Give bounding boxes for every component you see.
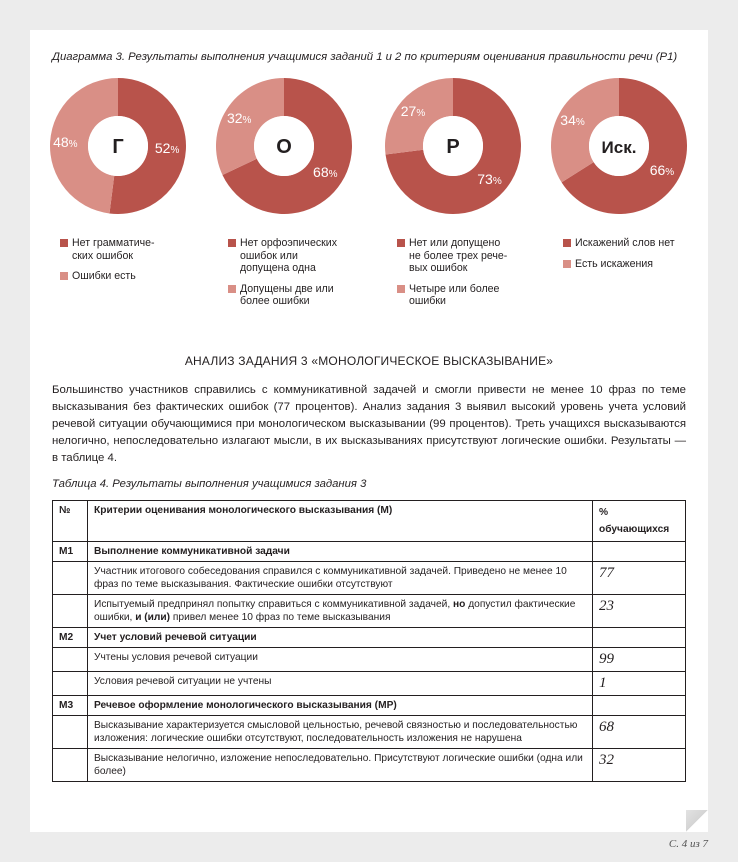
table-row [53, 648, 686, 672]
document-page [30, 30, 708, 832]
table-row [53, 562, 686, 595]
donut-center-label: Р [446, 136, 460, 158]
table-caption: Таблица 4. Результаты выполнения учащимися задания 3 [52, 478, 367, 490]
donut-legend-1 [60, 237, 155, 291]
row-percent: 23 [593, 595, 686, 628]
page-corner-fold [686, 810, 708, 832]
row-num-empty [53, 672, 88, 696]
row-percent: 1 [593, 672, 686, 696]
criterion-value-empty [593, 628, 686, 648]
criterion-title: Выполнение коммуникативной задачи [88, 542, 593, 562]
row-num-empty [53, 595, 88, 628]
legend-item: Ошибки есть [60, 270, 155, 283]
table-row [53, 595, 686, 628]
slice-percent-label: 32% [226, 109, 252, 126]
legend-swatch [563, 239, 571, 247]
criterion-code: М1 [53, 542, 88, 562]
row-description: Высказывание нелогично, изложение непоследовательно. Присутствуют логические ошибки (одна или более) [88, 749, 593, 782]
row-num-empty [53, 716, 88, 749]
row-num-empty [53, 648, 88, 672]
row-description: Участник итогового собеседования справился с коммуникативной задачей. Приведено не менее 10 фраз по теме высказывания. Фактические ошибки отсутствуют [88, 562, 593, 595]
table-row [53, 749, 686, 782]
donut-chart-1 [50, 78, 186, 214]
donut-chart-3 [385, 78, 521, 214]
header-criteria: Критерии оценивания монологического высказывания (М) [88, 501, 593, 542]
row-description: Высказывание характеризуется смысловой цельностью, речевой связностью и последовательностью изложения: логические ошибки отсутствуют, последовательность изложения не нарушена [88, 716, 593, 749]
section-title: АНАЛИЗ ЗАДАНИЯ 3 «МОНОЛОГИЧЕСКОЕ ВЫСКАЗЫВАНИЕ» [184, 354, 554, 368]
donut-center-label: О [276, 136, 292, 158]
legend-item: Есть искажения [563, 258, 675, 271]
criterion-code: М3 [53, 696, 88, 716]
slice-percent-label: 68% [313, 164, 338, 181]
table-group-row [53, 628, 686, 648]
diagram-caption: Диаграмма 3. Результаты выполнения учащимися заданий 1 и 2 по критериям оценивания правильности речи (Р1) [52, 51, 678, 63]
slice-percent-label: 34% [560, 112, 585, 129]
donut-center-label: Иск. [601, 138, 637, 157]
donut-chart-4 [551, 78, 687, 214]
table-group-row [53, 696, 686, 716]
row-percent: 68 [593, 716, 686, 749]
table-row [53, 672, 686, 696]
criterion-title: Речевое оформление монологического высказывания (МР) [88, 696, 593, 716]
slice-percent-label: 52% [154, 140, 180, 157]
results-table [52, 500, 686, 782]
row-num-empty [53, 749, 88, 782]
legend-swatch [228, 239, 236, 247]
row-percent: 32 [593, 749, 686, 782]
criterion-value-empty [593, 542, 686, 562]
donut-legend-2 [228, 237, 337, 316]
legend-item: Нет или допущено не более трех рече- вых ошибок [397, 237, 507, 275]
legend-swatch [228, 285, 236, 293]
table-group-row [53, 542, 686, 562]
page-number: С. 4 из 7 [668, 838, 708, 850]
donut-center-label: Г [112, 136, 124, 158]
row-percent: 99 [593, 648, 686, 672]
legend-item: Четыре или более ошибки [397, 283, 507, 308]
header-num: № [53, 501, 88, 542]
table-header-row [53, 501, 686, 542]
row-description: Учтены условия речевой ситуации [88, 648, 593, 672]
legend-item: Нет грамматиче- ских ошибок [60, 237, 155, 262]
table-row [53, 716, 686, 749]
donut-chart-2 [216, 78, 352, 214]
criterion-value-empty [593, 696, 686, 716]
header-percent: % обучающихся [593, 501, 686, 542]
donut-legend-3 [397, 237, 507, 316]
row-num-empty [53, 562, 88, 595]
criterion-code: М2 [53, 628, 88, 648]
legend-item: Нет орфоэпических ошибок или допущена одна [228, 237, 337, 275]
row-description: Условия речевой ситуации не учтены [88, 672, 593, 696]
legend-item: Искажений слов нет [563, 237, 675, 250]
slice-percent-label: 66% [649, 161, 675, 178]
legend-swatch [60, 272, 68, 280]
slice-percent-label: 27% [400, 103, 426, 120]
analysis-paragraph: Большинство участников справились с коммуникативной задачей и смогли привести не менее 10 фраз по теме высказывания без фактических ошибок (77 процентов). Анализ задания 3 выявил высокий уровень учета условий речевой ситуации обучающимися при монологическом высказывании (99 процентов). Треть учащихся высказываются нелогично, непоследовательно излагают мысли, в их высказываниях присутствуют логические ошибки. Результаты — в таблице 4. [52, 384, 686, 464]
legend-item: Допущены две или более ошибки [228, 283, 337, 308]
legend-swatch [397, 285, 405, 293]
slice-percent-label: 48% [53, 133, 78, 150]
legend-swatch [397, 239, 405, 247]
slice-percent-label: 73% [477, 170, 502, 187]
criterion-title: Учет условий речевой ситуации [88, 628, 593, 648]
legend-swatch [563, 260, 571, 268]
legend-swatch [60, 239, 68, 247]
row-description: Испытуемый предпринял попытку справиться с коммуникативной задачей, но допустил фактические ошибки, и (или) привел менее 10 фраз по теме высказывания [88, 595, 593, 628]
donut-legend-4 [563, 237, 675, 278]
row-percent: 77 [593, 562, 686, 595]
